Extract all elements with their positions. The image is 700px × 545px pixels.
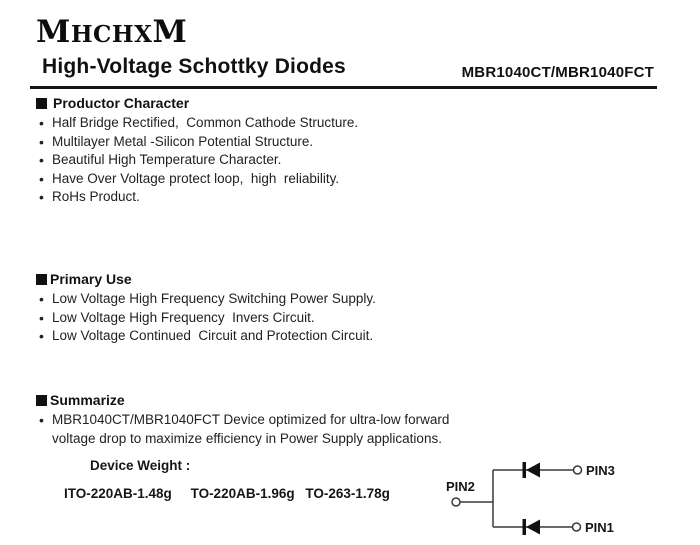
section-header xyxy=(36,392,494,408)
circuit-diagram xyxy=(430,440,700,545)
brand-letters: HCHX xyxy=(70,21,153,48)
pin3-label: PIN3 xyxy=(586,463,615,478)
list-item: • Multilayer Metal -Silicon Potential Structure. xyxy=(36,133,358,152)
feature-list xyxy=(36,114,358,207)
section-summarize xyxy=(36,392,494,501)
weight-value: ITO-220AB-1.48g xyxy=(64,486,172,501)
list-item: • Low Voltage Continued Circuit and Protection Circuit. xyxy=(36,327,376,346)
list-item: • RoHs Product. xyxy=(36,188,358,207)
section-productor-character xyxy=(36,95,358,207)
pin1-label: PIN1 xyxy=(585,520,614,535)
summary-list xyxy=(36,411,494,448)
list-item: • Have Over Voltage protect loop, high reliability. xyxy=(36,170,358,189)
list-item: • MBR1040CT/MBR1040FCT Device optimized for ultra-low forward voltage drop to maximize efficiency in Power Supply applications. xyxy=(36,411,494,448)
pin2-label: PIN2 xyxy=(446,479,475,494)
section-primary-use xyxy=(36,271,376,346)
section-title: Productor Character xyxy=(53,95,190,111)
diode-icon xyxy=(523,519,541,535)
wires xyxy=(460,470,573,527)
section-title: Primary Use xyxy=(50,271,132,287)
device-weight-label: Device Weight : xyxy=(90,458,191,473)
list-item: • Low Voltage High Frequency Switching Power Supply. xyxy=(36,290,376,309)
section-title: Summarize xyxy=(50,392,125,408)
page-title: High-Voltage Schottky Diodes xyxy=(42,55,346,78)
section-header xyxy=(36,271,376,287)
part-number: MBR1040CT/MBR1040FCT xyxy=(461,64,654,81)
header-divider xyxy=(30,86,657,89)
section-header xyxy=(36,95,358,111)
list-item: • Low Voltage High Frequency Invers Circuit. xyxy=(36,309,376,328)
diode-icon xyxy=(523,462,541,478)
brand-logo xyxy=(36,14,187,50)
terminal-circle-pin1 xyxy=(573,523,581,531)
list-item: • Beautiful High Temperature Character. xyxy=(36,151,358,170)
section-square-icon xyxy=(36,98,47,109)
section-square-icon xyxy=(36,395,47,406)
brand-letter: M xyxy=(152,14,188,50)
use-list xyxy=(36,290,376,346)
list-item: • Half Bridge Rectified, Common Cathode Structure. xyxy=(36,114,358,133)
terminal-circle-pin3 xyxy=(574,466,582,474)
weight-value: TO-263-1.78g xyxy=(305,486,390,501)
terminal-circle-pin2 xyxy=(452,498,460,506)
brand-letter: M xyxy=(36,14,71,50)
section-square-icon xyxy=(36,274,47,285)
weight-value: TO-220AB-1.96g xyxy=(190,486,295,501)
